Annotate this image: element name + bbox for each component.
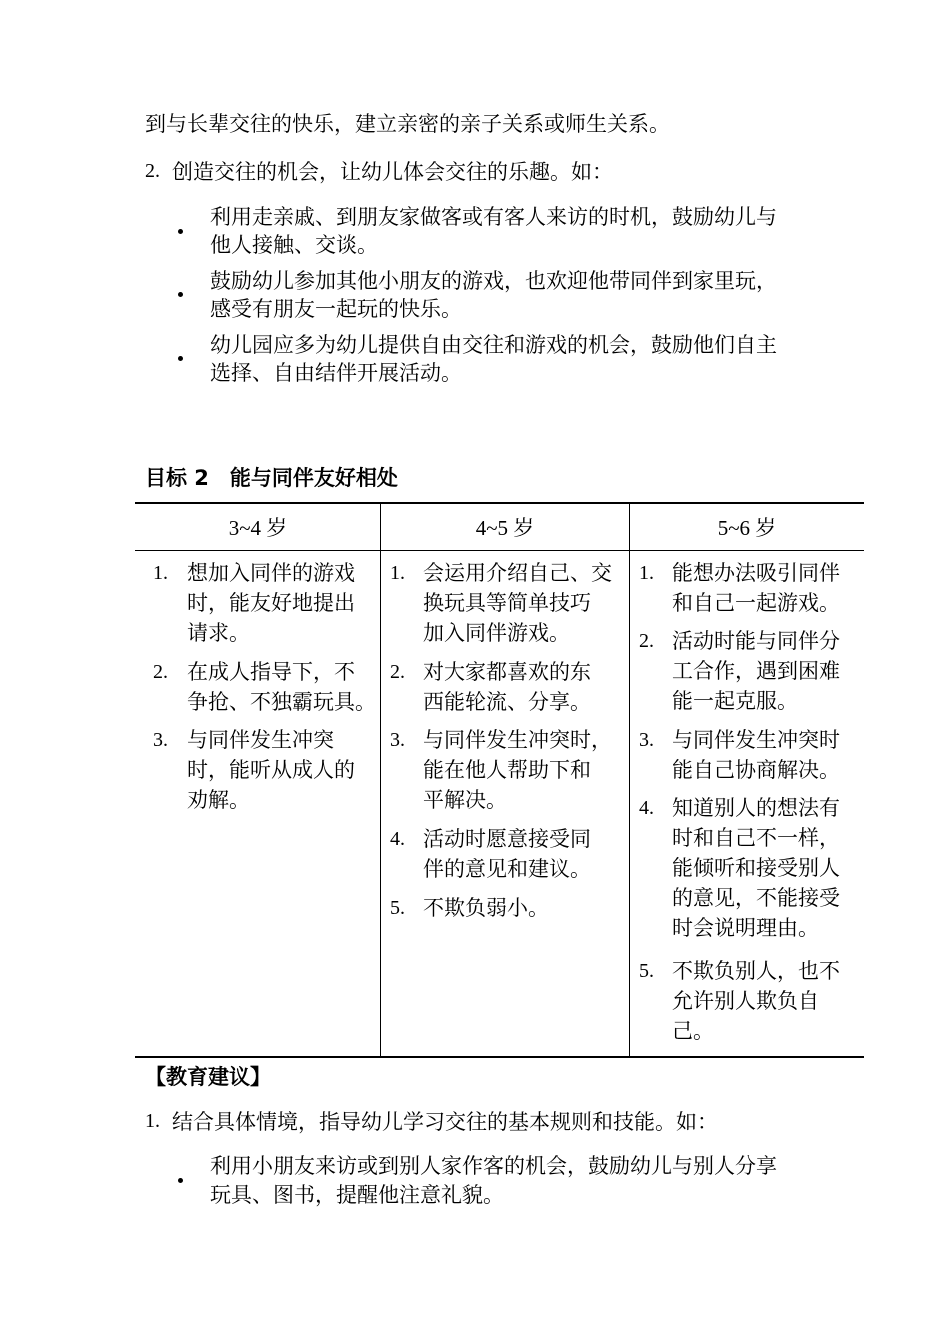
item-line: 换玩具等简单技巧: [423, 591, 591, 615]
table-header-rule: [135, 550, 864, 551]
intro-text: 到与长辈交往的快乐，建立亲密的亲子关系或师生关系。: [145, 112, 670, 136]
item-line: 知道别人的想法有: [672, 796, 840, 820]
table-column-divider: [380, 503, 381, 1057]
item-line: 西能轮流、分享。: [423, 690, 591, 714]
item-line: 与同伴发生冲突时，: [423, 728, 612, 752]
item-number: 2.: [390, 661, 405, 683]
bullet-icon: [178, 356, 183, 361]
bullet-line: 感受有朋友一起玩的快乐。: [210, 297, 462, 321]
table-header-5-6: 5~6 岁: [717, 516, 777, 540]
item-line: 能想办法吸引同伴: [672, 561, 840, 585]
item-line: 的意见，不能接受: [672, 886, 840, 910]
bullet-line: 他人接触、交谈。: [210, 233, 378, 257]
item-number: 1.: [639, 562, 654, 584]
item-number: 5.: [639, 960, 654, 982]
point-number: 2.: [145, 160, 160, 182]
bullet-line: 玩具、图书，提醒他注意礼貌。: [210, 1183, 504, 1207]
point-text: 创造交往的机会，让幼儿体会交往的乐趣。如：: [172, 160, 613, 184]
item-line: 时，能友好地提出: [187, 591, 355, 615]
item-line: 劝解。: [187, 788, 250, 812]
item-number: 4.: [390, 828, 405, 850]
item-number: 2.: [153, 661, 168, 683]
table-top-rule: [135, 502, 864, 504]
item-number: 5.: [390, 897, 405, 919]
item-line: 加入同伴游戏。: [423, 621, 570, 645]
bullet-line: 鼓励幼儿参加其他小朋友的游戏，也欢迎他带同伴到家里玩，: [210, 269, 777, 293]
item-line: 工合作，遇到困难: [672, 659, 840, 683]
item-line: 伴的意见和建议。: [423, 857, 591, 881]
item-number: 4.: [639, 797, 654, 819]
bullet-icon: [178, 1178, 183, 1183]
item-line: 平解决。: [423, 788, 507, 812]
item-line: 能在他人帮助下和: [423, 758, 591, 782]
item-line: 争抢、不独霸玩具。: [187, 690, 376, 714]
item-line: 能倾听和接受别人: [672, 856, 840, 880]
item-line: 己。: [672, 1019, 714, 1043]
item-line: 活动时愿意接受同: [423, 827, 591, 851]
bullet-line: 选择、自由结伴开展活动。: [210, 361, 462, 385]
item-number: 1.: [153, 562, 168, 584]
table-column-divider: [629, 503, 630, 1057]
item-line: 会运用介绍自己、交: [423, 561, 612, 585]
item-line: 想加入同伴的游戏: [187, 561, 355, 585]
item-line: 和自己一起游戏。: [672, 591, 840, 615]
bullet-line: 利用走亲戚、到朋友家做客或有客人来访的时机，鼓励幼儿与: [210, 205, 777, 229]
item-number: 2.: [639, 630, 654, 652]
item-line: 活动时能与同伴分: [672, 629, 840, 653]
bullet-icon: [178, 229, 183, 234]
edu-heading: 【教育建议】: [145, 1065, 271, 1089]
item-number: 1.: [390, 562, 405, 584]
item-number: 3.: [390, 729, 405, 751]
item-line: 能自己协商解决。: [672, 758, 840, 782]
item-line: 对大家都喜欢的东: [423, 660, 591, 684]
item-line: 请求。: [187, 621, 250, 645]
item-line: 在成人指导下，不: [187, 660, 355, 684]
item-line: 时会说明理由。: [672, 916, 819, 940]
bullet-icon: [178, 292, 183, 297]
item-line: 时，能听从成人的: [187, 758, 355, 782]
point-text: 结合具体情境，指导幼儿学习交往的基本规则和技能。如：: [172, 1110, 718, 1134]
item-line: 允许别人欺负自: [672, 989, 819, 1013]
goal-heading: 目标 2 能与同伴友好相处: [145, 466, 398, 490]
item-number: 3.: [153, 729, 168, 751]
table-header-3-4: 3~4 岁: [228, 516, 288, 540]
item-line: 与同伴发生冲突: [187, 728, 334, 752]
table-bottom-rule: [135, 1056, 864, 1058]
bullet-line: 利用小朋友来访或到别人家作客的机会，鼓励幼儿与别人分享: [210, 1154, 777, 1178]
item-number: 3.: [639, 729, 654, 751]
table-header-4-5: 4~5 岁: [475, 516, 535, 540]
item-line: 不欺负弱小。: [423, 896, 549, 920]
bullet-line: 幼儿园应多为幼儿提供自由交往和游戏的机会，鼓励他们自主: [210, 333, 777, 357]
item-line: 能一起克服。: [672, 689, 798, 713]
item-line: 时和自己不一样，: [672, 826, 840, 850]
point-number: 1.: [145, 1110, 160, 1132]
item-line: 不欺负别人，也不: [672, 959, 840, 983]
item-line: 与同伴发生冲突时: [672, 728, 840, 752]
